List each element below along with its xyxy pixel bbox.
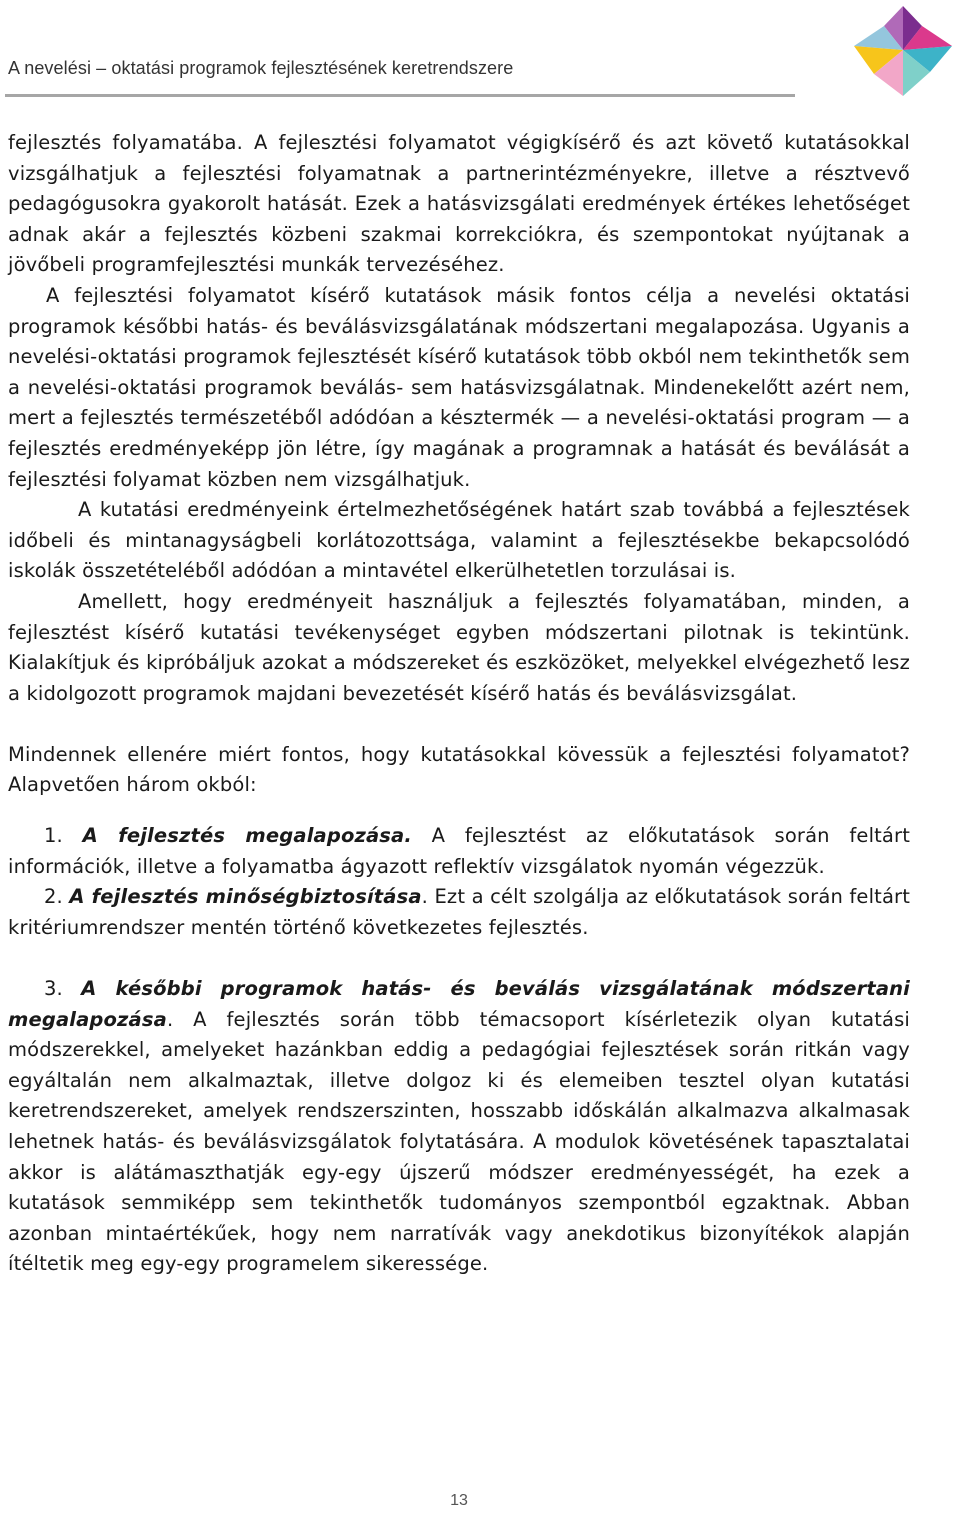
spacer xyxy=(8,801,910,821)
paragraph-1: fejlesztés folyamatába. A fejlesztési folyamatot végigkísérő és azt követő kutatásokkal vizsgálhatjuk a fejlesztési folyamatnak a partnerintézményekre, illetve a résztvevő pedagógusokra gyakorolt hatását. Ezek a hatásvizsgálati eredmények értékes lehetőséget adnak akár a fejlesztés közbeni szakmai korrekciókra, és szempontokat nyújtanak a jövőbeli programfejlesztési munkák tervezéséhez. xyxy=(8,131,910,277)
list-item-text: . A fejlesztés során több témacsoport kísérletezik olyan kutatási módszerekkel, amelyeket hazánkban eddig a pedagógiai fejlesztések során ritkán vagy egyáltalán nem alkalmaztak, illetve dolgoz ki és elemeiben tesztel olyan kutatási keretrendszereket, amelyek rendszerszinten, hosszabb időskálán alkalmazva alkalmasak lehetnek hatás- és beválásvizsgálatok folytatására. A modulok követésének tapasztalatai akkor is alátámaszthatják egy-egy újszerű módszer eredményességét, ha ezek a kutatások semmiképp sem tekinthetők tudományos szempontból egzaktnak. Abban azonban mintaértékűek, hogy nem narratívák vagy anekdotikus bizonyítékok alapján ítéltetik meg egy-egy programelem sikeressége. xyxy=(8,1007,910,1276)
paragraph-2: A fejlesztési folyamatot kísérő kutatások másik fontos célja a nevelési oktatási programok későbbi hatás- és beválásvizsgálatának módszertani megalapozása. Ugyanis a nevelési-oktatási programok fejlesztését kísérő kutatások több okból nem tekinthetők sem a nevelési-oktatási programok beválás- sem hatásvizsgálatnak. Mindenekelőtt azért nem, mert a fejlesztés természetéből adódóan a késztermék — a nevelési-oktatási program — a fejlesztés eredményeképp jön létre, így magának a programnak a hatását és beválását a fejlesztési folyamat közben nem vizsgálhatjuk. xyxy=(8,283,910,491)
list-item-text: A fejlesztést az előkutatások során feltárt információk, illetve a folyamatba ágyazott reflektív vizsgálatok nyomán végezzük. xyxy=(8,824,910,878)
list-item-3 xyxy=(8,974,910,1280)
list-item-title: A későbbi programok hatás- és beválás vizsgálatának módszertani megalapozása xyxy=(8,977,910,1031)
spacer xyxy=(8,943,910,974)
list-number: 3. xyxy=(44,977,63,1001)
document-body xyxy=(8,128,910,1280)
list-item-2 xyxy=(8,882,910,943)
paragraph-5: Mindennek ellenére miért fontos, hogy kutatásokkal kövessük a fejlesztési folyamatot? Alapvetően három okból: xyxy=(8,742,910,797)
list-number: 2. xyxy=(44,885,63,909)
diamond-logo-icon xyxy=(850,4,956,98)
paragraph-4: Amellett, hogy eredményeit használjuk a fejlesztés folyamatában, minden, a fejlesztést kísérő kutatási tevékenységet egyben módszertani pilotnak is tekintünk. Kialakítjuk és kipróbáljuk azokat a módszereket és eszközöket, melyekkel elvégezhető lesz a kidolgozott programok majdani bevezetését kísérő hatás és beválásvizsgálat. xyxy=(8,589,910,705)
list-number: 1. xyxy=(44,824,63,848)
list-item-title: A fejlesztés minőségbiztosítása xyxy=(69,885,422,909)
list-item-title: A fejlesztés megalapozása. xyxy=(82,824,412,848)
paragraph-3: A kutatási eredményeink értelmezhetőségének határt szab továbbá a fejlesztések időbeli és mintanagyságbeli korlátozottsága, valamint a fejlesztésekbe bekapcsolódó iskolák összetételéből adódóan a mintavétel elkerülhetetlen torzulásai is. xyxy=(8,498,910,583)
running-header-title: A nevelési – oktatási programok fejlesztésének keretrendszere xyxy=(8,58,514,78)
page-number: 13 xyxy=(450,1492,468,1509)
list-item-text: . Ezt a célt szolgálja az előkutatások során feltárt kritériumrendszer mentén történő következetes fejlesztés. xyxy=(8,885,911,939)
spacer xyxy=(8,709,910,740)
list-item-1 xyxy=(8,821,910,882)
header-divider xyxy=(5,94,795,97)
